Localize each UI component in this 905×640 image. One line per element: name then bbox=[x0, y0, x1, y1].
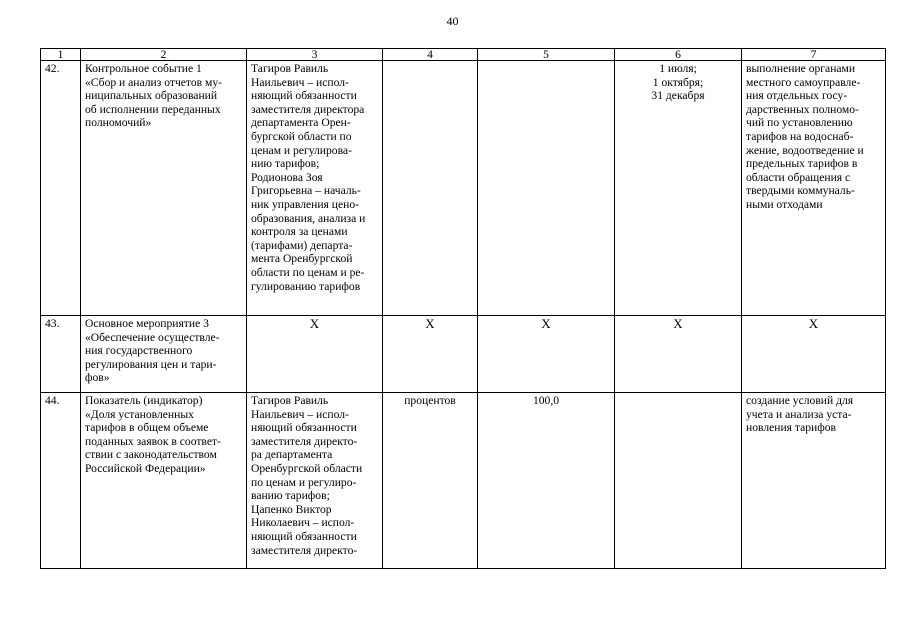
responsible-person-line: департамента Орен- bbox=[251, 116, 351, 130]
item-name-line: полномочий» bbox=[85, 116, 152, 130]
expected-result-cell bbox=[742, 316, 886, 393]
column-number: 3 bbox=[247, 49, 383, 61]
responsible-person-line: няющий обязанности bbox=[251, 421, 357, 435]
responsible-person-cell bbox=[247, 316, 383, 393]
page-number: 40 bbox=[446, 14, 459, 28]
expected-result-line: местного самоуправле- bbox=[746, 75, 861, 89]
item-name-line: регулирования цен и тари- bbox=[85, 357, 217, 371]
responsible-person-line: образования, анализа и bbox=[251, 211, 366, 225]
unit-of-measure-cell bbox=[383, 393, 478, 569]
responsible-person-line: X bbox=[309, 316, 320, 331]
document-table bbox=[40, 48, 886, 569]
responsible-person-line: бургской области по bbox=[251, 129, 352, 143]
expected-result-cell bbox=[742, 61, 886, 316]
column-number: 4 bbox=[383, 49, 478, 61]
indicator-value-cell bbox=[478, 393, 615, 569]
responsible-person-line: Родионова Зоя bbox=[251, 170, 323, 184]
expected-result-line: твердыми коммуналь- bbox=[746, 184, 855, 198]
item-name-line: ниципальных образований bbox=[85, 89, 218, 103]
table-row bbox=[41, 316, 886, 393]
indicator-value-cell bbox=[478, 61, 615, 316]
item-name-line: «Доля установленных bbox=[85, 407, 194, 421]
expected-result-line: чий по установлению bbox=[746, 116, 853, 130]
expected-result-line: тарифов на водоснаб- bbox=[746, 129, 854, 143]
responsible-person-line: гулированию тарифов bbox=[251, 279, 361, 293]
expected-result-line: X bbox=[808, 316, 819, 331]
item-name-line: Основное мероприятие 3 bbox=[85, 317, 209, 330]
column-number: 6 bbox=[615, 49, 742, 61]
unit-of-measure-line: процентов bbox=[404, 394, 456, 407]
responsible-person-line: няющий обязанности bbox=[251, 529, 357, 543]
unit-of-measure-cell bbox=[383, 316, 478, 393]
item-name-line: Российской Федерации» bbox=[85, 461, 206, 475]
item-name-line: тарифов в общем объеме bbox=[85, 421, 209, 435]
table-row bbox=[41, 393, 886, 569]
responsible-person-line: Наильевич – испол- bbox=[251, 407, 349, 421]
responsible-person-cell bbox=[247, 393, 383, 569]
column-number-row bbox=[41, 49, 886, 61]
expected-result-line: области обращения с bbox=[746, 170, 851, 184]
deadline-cell bbox=[615, 61, 742, 316]
responsible-person-line: Николаевич – испол- bbox=[251, 516, 355, 530]
deadline-line: 1 июля; bbox=[659, 62, 697, 75]
expected-result-line: дарственных полномо- bbox=[746, 102, 859, 116]
responsible-person-line: Григорьевна – началь- bbox=[251, 184, 361, 198]
row-number-cell: 44. bbox=[41, 393, 81, 569]
responsible-person-line: Цапенко Виктор bbox=[251, 502, 332, 516]
expected-result-line: жение, водоотведение и bbox=[746, 143, 864, 157]
item-name-cell bbox=[81, 61, 247, 316]
deadline-line: X bbox=[673, 316, 683, 331]
item-name-line: «Сбор и анализ отчетов му- bbox=[85, 75, 222, 89]
column-number: 5 bbox=[478, 49, 615, 61]
responsible-person-line: Тагиров Равиль bbox=[251, 62, 329, 75]
responsible-person-line: Наильевич – испол- bbox=[251, 75, 349, 89]
row-number-cell: 42. bbox=[41, 61, 81, 316]
expected-result-line: учета и анализа уста- bbox=[746, 407, 852, 421]
expected-result-line: ными отходами bbox=[746, 197, 823, 211]
item-name-cell bbox=[81, 316, 247, 393]
responsible-person-line: ра департамента bbox=[251, 448, 333, 462]
item-name-line: Контрольное событие 1 bbox=[85, 62, 202, 75]
responsible-person-line: ванию тарифов; bbox=[251, 489, 330, 503]
responsible-person-line: (тарифами) департа- bbox=[251, 238, 353, 252]
expected-result-line: новления тарифов bbox=[746, 421, 837, 435]
deadline-line: 31 декабря bbox=[651, 89, 705, 103]
item-name-line: Показатель (индикатор) bbox=[85, 394, 203, 407]
expected-result-line: выполнение органами bbox=[746, 62, 856, 75]
item-name-line: поданных заявок в соответ- bbox=[85, 434, 221, 448]
responsible-person-line: контроля за ценами bbox=[251, 225, 348, 239]
expected-result-line: ния отдельных госу- bbox=[746, 89, 848, 103]
deadline-cell bbox=[615, 393, 742, 569]
responsible-person-line: няющий обязанности bbox=[251, 89, 357, 103]
item-name-line: об исполнении переданных bbox=[85, 102, 221, 116]
unit-of-measure-line: X bbox=[425, 316, 435, 331]
item-name-line: фов» bbox=[85, 371, 110, 385]
responsible-person-line: мента Оренбургской bbox=[251, 252, 353, 266]
responsible-person-line: нию тарифов; bbox=[251, 157, 320, 171]
indicator-value-line: 100,0 bbox=[532, 394, 560, 407]
expected-result-cell bbox=[742, 393, 886, 569]
column-number: 7 bbox=[742, 49, 886, 61]
deadline-cell bbox=[615, 316, 742, 393]
deadline-line: 1 октября; bbox=[652, 75, 704, 89]
item-name-cell bbox=[81, 393, 247, 569]
expected-result-line: создание условий для bbox=[746, 394, 854, 407]
responsible-person-line: Тагиров Равиль bbox=[251, 394, 329, 407]
item-name-line: ния государственного bbox=[85, 344, 193, 358]
column-number: 1 bbox=[41, 49, 81, 61]
responsible-person-line: заместителя директора bbox=[251, 102, 365, 116]
item-name-line: ствии с законодательством bbox=[85, 448, 217, 462]
responsible-person-cell bbox=[247, 61, 383, 316]
responsible-person-line: ценам и регулирова- bbox=[251, 143, 352, 157]
column-number: 2 bbox=[81, 49, 247, 61]
responsible-person-line: области по ценам и ре- bbox=[251, 265, 365, 279]
responsible-person-line: заместителя директо- bbox=[251, 543, 358, 557]
indicator-value-line: X bbox=[541, 316, 551, 331]
unit-of-measure-cell bbox=[383, 61, 478, 316]
responsible-person-line: по ценам и регулиро- bbox=[251, 475, 357, 489]
responsible-person-line: ник управления цено- bbox=[251, 197, 359, 211]
responsible-person-line: Оренбургской области bbox=[251, 461, 363, 475]
responsible-person-line: заместителя директо- bbox=[251, 434, 358, 448]
indicator-value-cell bbox=[478, 316, 615, 393]
expected-result-line: предельных тарифов в bbox=[746, 157, 858, 171]
item-name-line: «Обеспечение осуществле- bbox=[85, 330, 220, 344]
row-number-cell: 43. bbox=[41, 316, 81, 393]
table-row bbox=[41, 61, 886, 316]
